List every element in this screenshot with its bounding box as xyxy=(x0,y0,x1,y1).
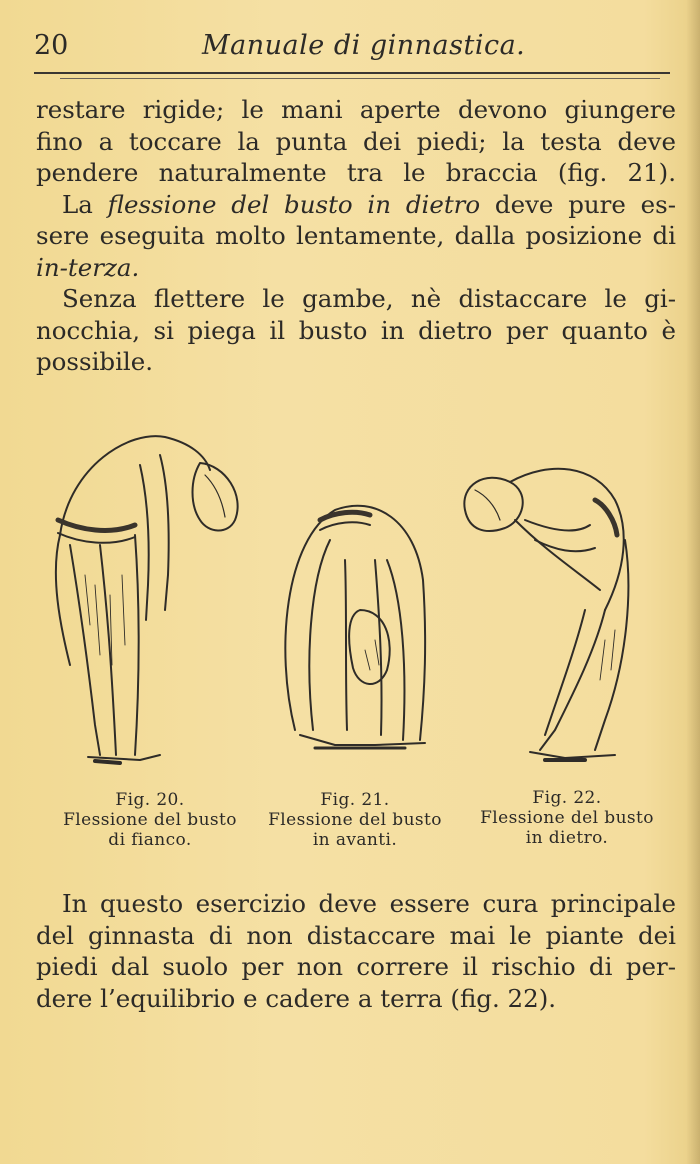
caption-line: di fianco. xyxy=(108,830,192,850)
text-line: pendere naturalmente tra le braccia (fig. 21). xyxy=(36,158,676,187)
caption-line: in dietro. xyxy=(525,828,609,848)
text-line: del ginnasta di non distaccare mai le piante dei xyxy=(36,920,676,950)
body-text-top xyxy=(36,94,676,378)
caption-line: Flessione del busto xyxy=(63,810,237,830)
figure-number: Fig. 20. xyxy=(115,790,185,810)
figure-21-forward-bend-illustration xyxy=(275,500,435,770)
caption-line: in avanti. xyxy=(312,830,398,850)
figure-22-caption xyxy=(462,788,672,848)
emphasis-text: flessione del busto in dietro xyxy=(107,189,481,219)
text-line xyxy=(36,252,676,284)
figure-20-side-bend-illustration xyxy=(40,425,240,770)
text-line: sere eseguita molto lentamente, dalla posizione di xyxy=(36,221,676,250)
body-text-bottom xyxy=(36,888,676,1014)
figure-21-caption xyxy=(255,790,455,850)
page-number: 20 xyxy=(34,30,69,61)
header-rule xyxy=(34,72,670,74)
text-line: nocchia, si piega il busto in dietro per quanto è xyxy=(36,315,676,345)
page-edge-shadow xyxy=(686,0,700,1164)
paragraph-3 xyxy=(36,283,676,378)
text-line: In questo esercizio deve essere cura principale xyxy=(62,889,676,918)
figure-number: Fig. 22. xyxy=(532,788,602,808)
text-line: piedi dal suolo per non correre il rischio di per- xyxy=(36,952,676,981)
text-line: La flessione del busto in dietro deve pure es- xyxy=(62,189,676,219)
figure-22-backward-bend-illustration xyxy=(455,460,655,770)
text-line: dere l’equilibrio e cadere a terra (fig. 22). xyxy=(36,983,557,1013)
paragraph-2 xyxy=(36,189,676,284)
paragraph-4 xyxy=(36,888,676,1014)
paragraph-1 xyxy=(36,94,676,189)
text-line: Senza flettere le gambe, nè distaccare le gi- xyxy=(62,284,676,313)
emphasis-text: in-terza. xyxy=(36,252,140,282)
caption-line: Flessione del busto xyxy=(268,810,442,830)
figure-number: Fig. 21. xyxy=(320,790,390,810)
text-line: possibile. xyxy=(36,347,154,376)
text-line: restare rigide; le mani aperte devono giungere xyxy=(36,95,676,124)
running-title: Manuale di ginnastica. xyxy=(202,30,526,61)
header-rule-thin xyxy=(60,78,660,79)
figure-20-caption xyxy=(40,790,260,850)
caption-line: Flessione del busto xyxy=(480,808,654,828)
page-header xyxy=(34,30,674,70)
text-line: fino a toccare la punta dei piedi; la testa deve xyxy=(36,126,676,156)
